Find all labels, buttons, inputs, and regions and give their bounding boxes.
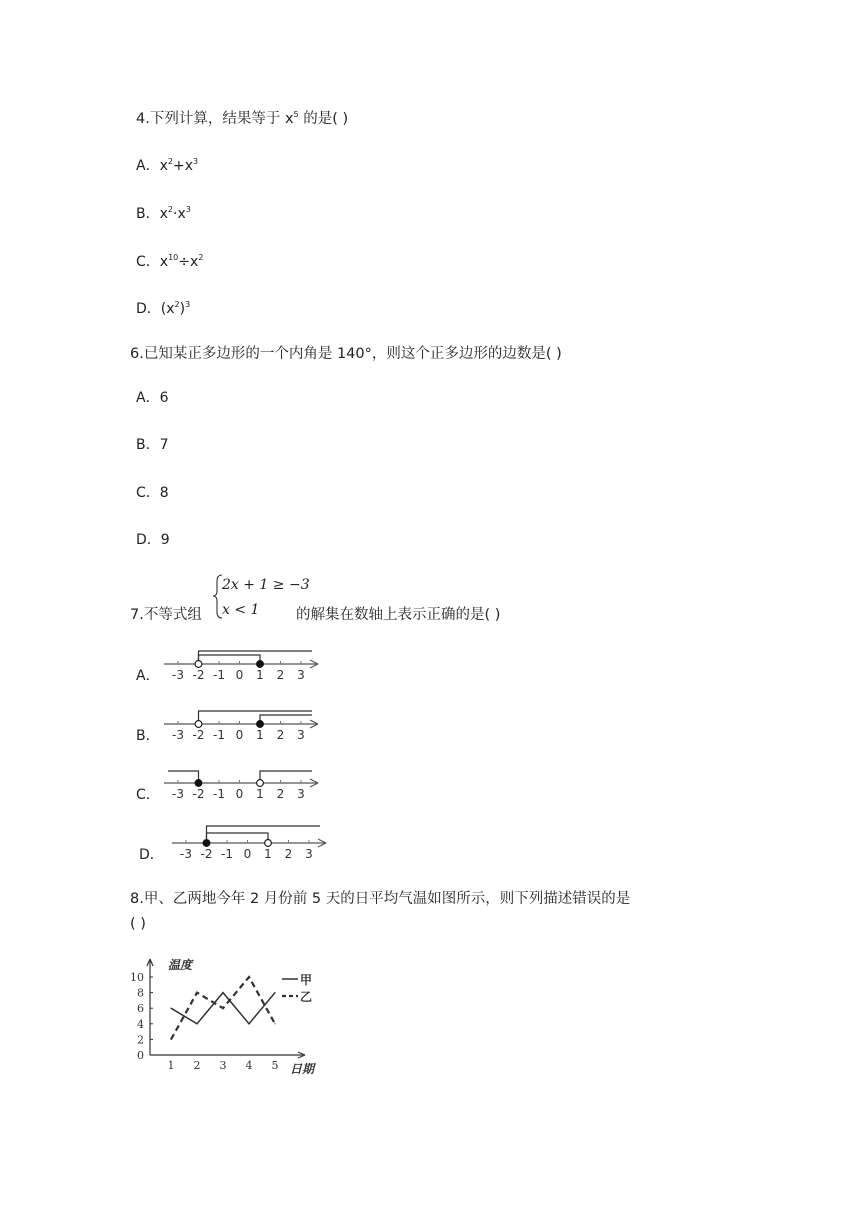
q7-option-b-key[interactable]: B． [136,728,160,744]
solution-ray [199,711,313,724]
system-line-1: 2x + 1 ≥ −3 [222,577,310,593]
option-key: A． [136,158,160,174]
open-point [195,661,202,668]
y-tick-label: 4 [137,1017,144,1031]
tick-label: 3 [297,668,305,682]
x-tick-label: 4 [245,1059,253,1072]
q4-stem-pre: 4.下列计算，结果等于 x [136,111,294,127]
option-key: B． [136,437,160,453]
x-tick-label: 5 [271,1059,279,1072]
q7-number-line-b[interactable] [150,704,330,744]
q4-stem-sup: 5 [293,110,299,119]
tick-label: 3 [297,728,305,742]
data-point [248,1023,249,1024]
option-text: ÷x [178,254,199,270]
open-point [195,721,202,728]
q7-number-line-d[interactable] [158,823,338,863]
q4-stem [136,110,348,128]
open-point [265,840,272,847]
data-point [222,1008,223,1009]
q7-option-a-key[interactable]: A． [136,668,160,684]
option-sup: 2 [198,253,204,262]
option-key: A． [136,390,160,406]
option-sup: 3 [192,157,199,166]
y-tick-label: 8 [137,986,144,1000]
tick-label: 1 [256,728,264,742]
q7-stem-pre: 7.不等式组 [130,607,202,623]
option-text: x [159,254,169,270]
tick-label: 2 [276,728,285,742]
legend-label: 乙 [300,990,313,1004]
data-point [274,992,275,993]
option-text: x [159,158,168,174]
q6-stem: 6.已知某正多边形的一个内角是 140°，则这个正多边形的边数是( ) [130,346,562,362]
solution-ray [207,833,269,843]
solution-ray [199,655,261,664]
y-tick-label: 2 [137,1033,144,1047]
q8-stem-line2: ( ) [130,916,146,932]
x-tick-label: 1 [167,1059,175,1072]
option-key: C． [136,485,160,501]
x-tick-label: 3 [219,1059,227,1072]
option-sup: 3 [185,300,191,309]
tick-label: -1 [221,847,233,861]
option-text: 7 [159,437,169,453]
solution-ray [260,715,312,724]
solution-ray [168,771,199,783]
option-key: B． [136,206,160,222]
option-text: 6 [159,390,169,406]
option-sup: 2 [167,157,173,166]
q7-inequality-system [212,572,310,622]
data-point [196,1023,197,1024]
tick-label: 2 [284,847,293,861]
y-tick-label: 6 [137,1002,144,1016]
x-tick-label: 2 [193,1059,201,1072]
option-text: (x [160,301,175,317]
q6-option-a[interactable] [136,389,169,407]
q4-stem-post: 的是( ) [298,111,349,127]
tick-label: -1 [213,728,225,742]
data-point [222,992,223,993]
tick-label: 0 [235,668,244,682]
q4-option-a[interactable] [136,157,198,175]
legend-label: 甲 [300,973,313,987]
option-sup: 10 [168,253,179,262]
open-point [257,780,264,787]
q7-number-line-a[interactable] [150,644,330,684]
closed-point [195,780,202,787]
tick-label: -3 [172,668,184,682]
data-point [170,1008,171,1009]
q8-stem-line1: 8.甲、乙两地今年 2 月份前 5 天的日平均气温如图所示，则下列描述错误的是 [130,891,631,907]
tick-label: 3 [297,787,305,801]
option-text: 9 [160,532,170,548]
tick-label: 1 [256,787,264,801]
x-axis-label: 日期 [290,1062,315,1076]
tick-label: -2 [192,668,205,682]
q4-option-c[interactable] [136,253,203,271]
left-brace-icon [213,575,222,618]
closed-point [203,840,210,847]
q8-temperature-chart [128,955,338,1080]
tick-label: -1 [213,668,225,682]
tick-label: -3 [180,847,192,861]
q4-option-b[interactable] [136,205,191,223]
y-tick-label: 10 [130,971,144,984]
tick-label: -2 [200,847,213,861]
tick-label: 0 [243,847,252,861]
option-text: ) [179,301,186,317]
closed-point [257,721,264,728]
tick-label: -2 [192,787,205,801]
tick-label: 2 [276,668,285,682]
option-text: ·x [173,206,186,222]
option-text: +x [172,158,193,174]
option-text: 8 [159,485,169,501]
data-point [196,992,197,993]
y-tick-label: 0 [137,1049,144,1062]
q7-option-c-key[interactable]: C． [136,787,160,803]
q7-option-d-key[interactable]: D． [139,847,164,863]
option-sup: 3 [185,205,191,214]
solution-ray [199,651,313,664]
tick-label: 3 [305,847,313,861]
closed-point [257,661,264,668]
tick-label: -3 [172,787,184,801]
data-point [170,1039,171,1040]
tick-label: 1 [264,847,272,861]
option-sup: 2 [167,205,173,214]
q6-option-b[interactable] [136,436,169,454]
data-point [274,1023,275,1024]
tick-label: 0 [235,728,244,742]
option-key: D． [136,532,161,548]
q7-stem-post: 的解集在数轴上表示正确的是( ) [296,607,501,623]
option-key: D． [136,301,161,317]
q4-option-d[interactable] [136,300,190,318]
option-text: x [159,206,168,222]
y-axis-label: 温度 [168,958,193,972]
tick-label: 1 [256,668,264,682]
tick-label: -1 [213,787,225,801]
q7-number-line-c[interactable] [150,763,330,803]
option-sup: 2 [174,300,180,309]
tick-label: 2 [276,787,285,801]
solution-ray [260,771,312,783]
tick-label: -3 [172,728,184,742]
data-point [248,976,249,977]
option-key: C． [136,254,160,270]
system-line-2: x < 1 [222,602,260,618]
tick-label: 0 [235,787,244,801]
q6-option-d[interactable] [136,531,170,549]
tick-label: -2 [192,728,205,742]
solution-ray [207,826,321,843]
q6-option-c[interactable] [136,484,169,502]
